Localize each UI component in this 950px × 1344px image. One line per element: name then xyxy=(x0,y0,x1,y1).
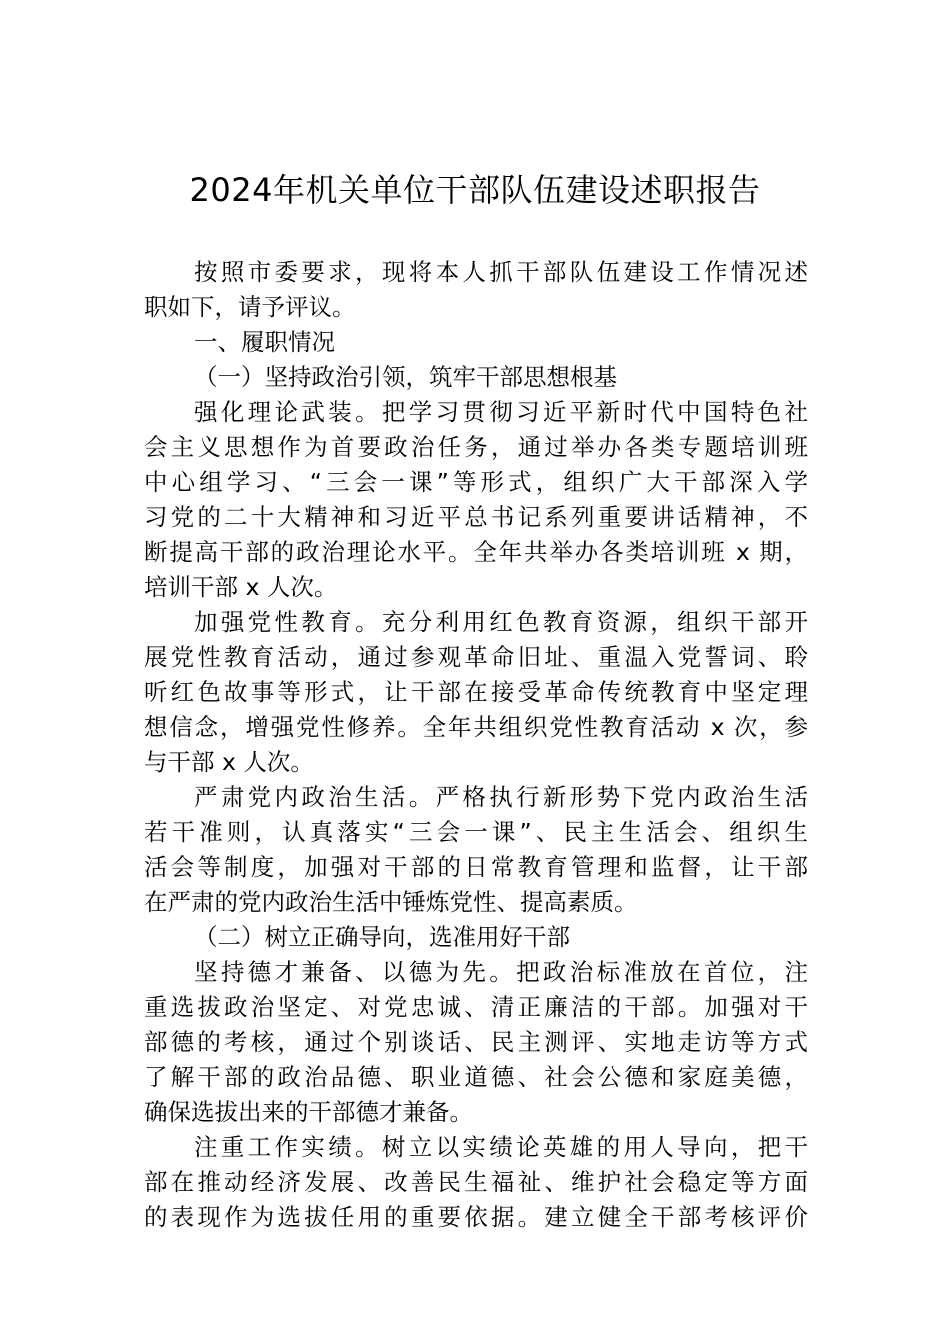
text-line: 在严肃的党内政治生活中锤炼党性、提高素质。 xyxy=(144,888,638,916)
text-line: 加强党性教育。充分利用红色教育资源，组织干部开 xyxy=(194,608,808,636)
document-title: 2024年机关单位干部队伍建设述职报告 xyxy=(189,171,761,209)
text-line: 展党性教育活动，通过参观革命旧址、重温入党誓词、聆 xyxy=(144,643,808,671)
text-line: 活会等制度，加强对干部的日常教育管理和监督，让干部 xyxy=(144,853,808,881)
text-line: 若干准则，认真落实“三会一课”、民主生活会、组织生 xyxy=(144,818,808,846)
text-line: 坚持德才兼备、以德为先。把政治标准放在首位，注 xyxy=(194,958,808,986)
text-line: 与干部 x 人次。 xyxy=(144,748,314,776)
text-line: 部在推动经济发展、改善民生福祉、维护社会稳定等方面 xyxy=(144,1168,808,1196)
text-line: 中心组学习、“三会一课”等形式，组织广大干部深入学 xyxy=(144,468,808,496)
text-line: 强化理论武装。把学习贯彻习近平新时代中国特色社 xyxy=(194,398,808,426)
text-line: 职如下，请予评议。 xyxy=(144,293,356,321)
text-line: 的表现作为选拔任用的重要依据。建立健全干部考核评价 xyxy=(144,1203,808,1231)
text-line: 确保选拔出来的干部德才兼备。 xyxy=(144,1098,473,1126)
text-line: 部德的考核，通过个别谈话、民主测评、实地走访等方式 xyxy=(144,1028,808,1056)
text-line: 培训干部 x 人次。 xyxy=(144,573,338,601)
text-line: 严肃党内政治生活。严格执行新形势下党内政治生活 xyxy=(194,783,808,811)
text-line: 断提高干部的政治理论水平。全年共举办各类培训班 x 期， xyxy=(144,538,808,566)
text-line: 习党的二十大精神和习近平总书记系列重要讲话精神，不 xyxy=(144,503,808,531)
text-line: 注重工作实绩。树立以实绩论英雄的用人导向，把干 xyxy=(194,1133,808,1161)
text-line: 听红色故事等形式，让干部在接受革命传统教育中坚定理 xyxy=(144,678,808,706)
text-line: 重选拔政治坚定、对党忠诚、清正廉洁的干部。加强对干 xyxy=(144,993,808,1021)
text-line: 按照市委要求，现将本人抓干部队伍建设工作情况述 xyxy=(194,258,808,286)
text-line: 想信念，增强党性修养。全年共组织党性教育活动 x 次，参 xyxy=(144,713,808,741)
text-line: （二）树立正确导向，选准用好干部 xyxy=(194,923,570,951)
text-line: 了解干部的政治品德、职业道德、社会公德和家庭美德， xyxy=(144,1063,808,1091)
text-line: 会主义思想作为首要政治任务，通过举办各类专题培训班 xyxy=(144,433,808,461)
text-line: （一）坚持政治引领，筑牢干部思想根基 xyxy=(194,363,617,391)
text-line: 一、履职情况 xyxy=(194,328,335,356)
document-body xyxy=(144,255,808,1235)
